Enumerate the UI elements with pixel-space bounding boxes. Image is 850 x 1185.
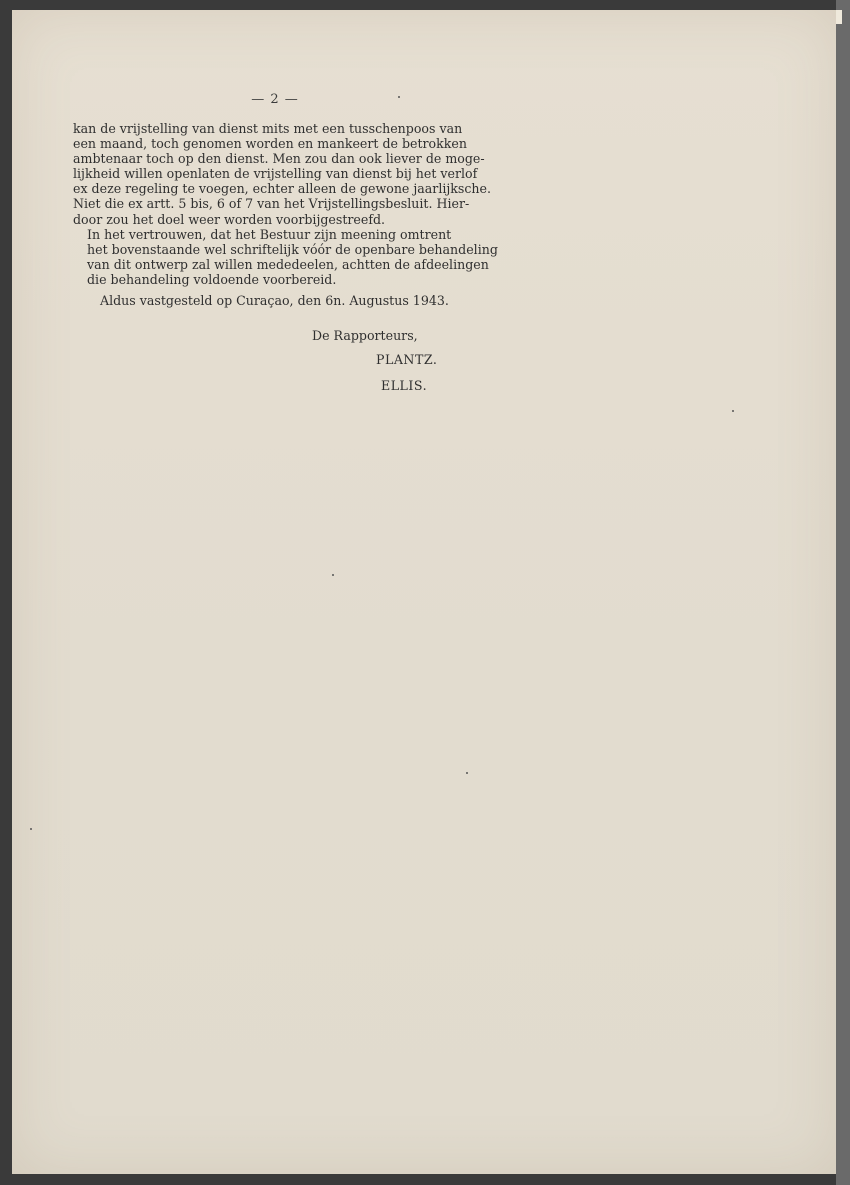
page-number: — 2 — (251, 92, 299, 107)
text-line: lijkheid willen openlaten de vrijstelling van dienst bij het verlof (73, 166, 478, 182)
signatory-1: PLANTZ. (376, 352, 438, 367)
scan-speck (398, 96, 400, 98)
paragraph-1 (73, 121, 491, 227)
text-line: die behandeling voldoende voorbereid. (87, 271, 337, 287)
text-line: Niet die ex artt. 5 bis, 6 of 7 van het Vrijstellingsbesluit. Hier- (73, 196, 470, 212)
scan-speck (732, 410, 734, 412)
text-line: kan de vrijstelling van dienst mits met een tusschenpoos van (73, 121, 463, 136)
body-text (73, 121, 498, 287)
text-line: ambtenaar toch op den dienst. Men zou dan ook liever de moge- (73, 151, 485, 167)
signatory-2: ELLIS. (381, 378, 428, 393)
scan-speck (332, 574, 334, 576)
text-line: een maand, toch genomen worden en mankeert de betrokken (73, 136, 467, 152)
text-line: door zou het doel weer worden voorbijgestreefd. (73, 211, 386, 227)
text-line: van dit ontwerp zal willen mededeelen, achtten de afdeelingen (87, 256, 489, 272)
text-line: het bovenstaande wel schriftelijk vóór de openbare behandeling (87, 241, 498, 257)
scan-edge (836, 0, 850, 1185)
page-corner (836, 10, 842, 24)
closing-statement: Aldus vastgesteld op Curaçao, den 6n. Augustus 1943. (100, 293, 449, 308)
scan-speck (30, 828, 32, 830)
paragraph-2 (73, 226, 498, 287)
scan-speck (466, 772, 468, 774)
text-line: In het vertrouwen, dat het Bestuur zijn meening omtrent (87, 226, 452, 242)
signoff: De Rapporteurs, (312, 328, 418, 343)
text-line: ex deze regeling te voegen, echter alleen de gewone jaarlijksche. (73, 181, 491, 197)
